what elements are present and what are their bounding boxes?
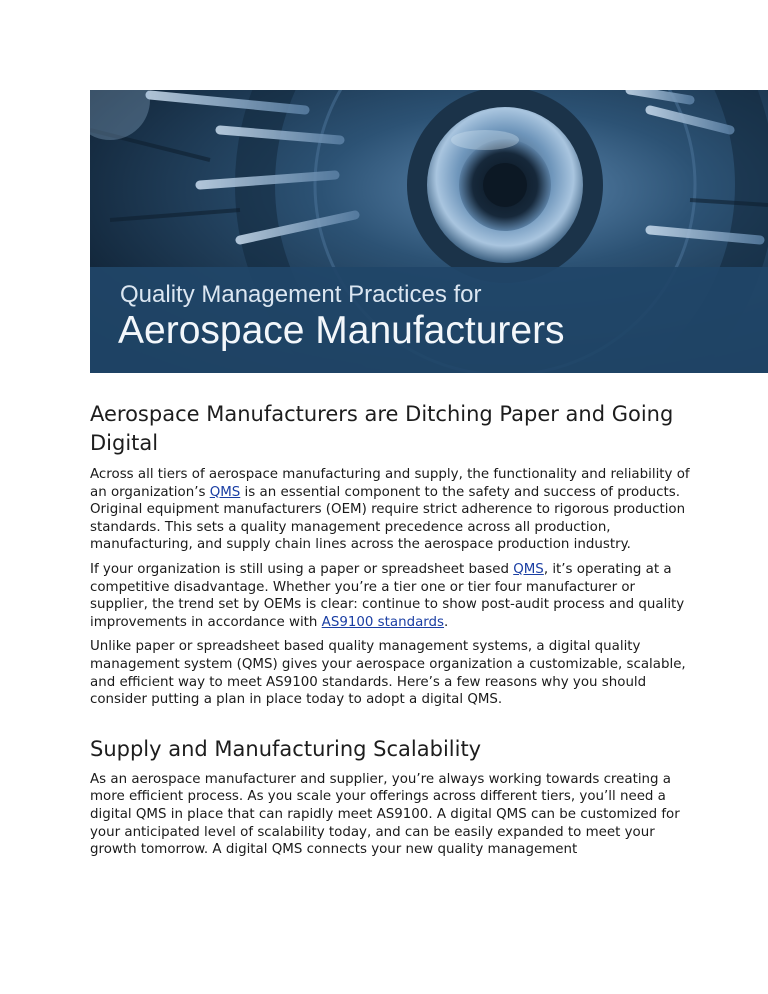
as9100-standards-link[interactable]: AS9100 standards [321, 614, 445, 630]
hero-banner [90, 90, 768, 373]
paragraph-paper-text-b: , it’s operating at a competitive disadvantage. Whether you’re a tier one or tier four manufacturer or supplier, the trend set by OEMs is clear: continue to show post-audit process and quality improvements in accordance with [90, 561, 685, 630]
paragraph-paper-text-a: If your organization is still using a paper or spreadsheet based [90, 561, 514, 577]
paragraph-intro-text-b: is an essential component to the safety and success of products. Original equipment manufacturers (OEM) require strict adherence to rigorous production standards. This sets a quality management precedence across all production, manufacturing, and supply chain lines across the aerospace production industry. [90, 484, 686, 553]
qms-link[interactable]: QMS [209, 484, 241, 500]
paragraph-paper-disadvantage [90, 561, 690, 631]
paragraph-scalability: As an aerospace manufacturer and supplier, you’re always working towards creating a more efficient process. As you scale your offerings across different tiers, you’ll need a digital QMS in place that can rapidly meet AS9100. A digital QMS can be customized for your anticipated level of scalability today, and can be easily expanded to meet your growth tomorrow. A digital QMS connects your new quality management [90, 771, 680, 858]
hero-title-band [90, 267, 768, 373]
article-heading-scalability: Supply and Manufacturing Scalability [90, 736, 482, 761]
paragraph-intro [90, 466, 690, 554]
hero-subtitle: Quality Management Practices for [120, 281, 482, 308]
paragraph-intro-text-a: Across all tiers of aerospace manufacturing and supply, the functionality and reliability of an organization’s [90, 467, 690, 500]
hero-title: Aerospace Manufacturers [118, 309, 565, 352]
article-body [90, 400, 690, 866]
article-heading-digital: Aerospace Manufacturers are Ditching Paper and Going Digital [90, 402, 674, 455]
paragraph-digital-qms: Unlike paper or spreadsheet based quality management systems, a digital quality management system (QMS) gives your aerospace organization a customizable, scalable, and efficient way to meet AS9100 standards. Here’s a few reasons why you should consider putting a plan in place today to adopt a digital QMS. [90, 639, 686, 708]
paragraph-paper-text-c: . [444, 614, 449, 630]
qms-link-2[interactable]: QMS [513, 561, 544, 577]
